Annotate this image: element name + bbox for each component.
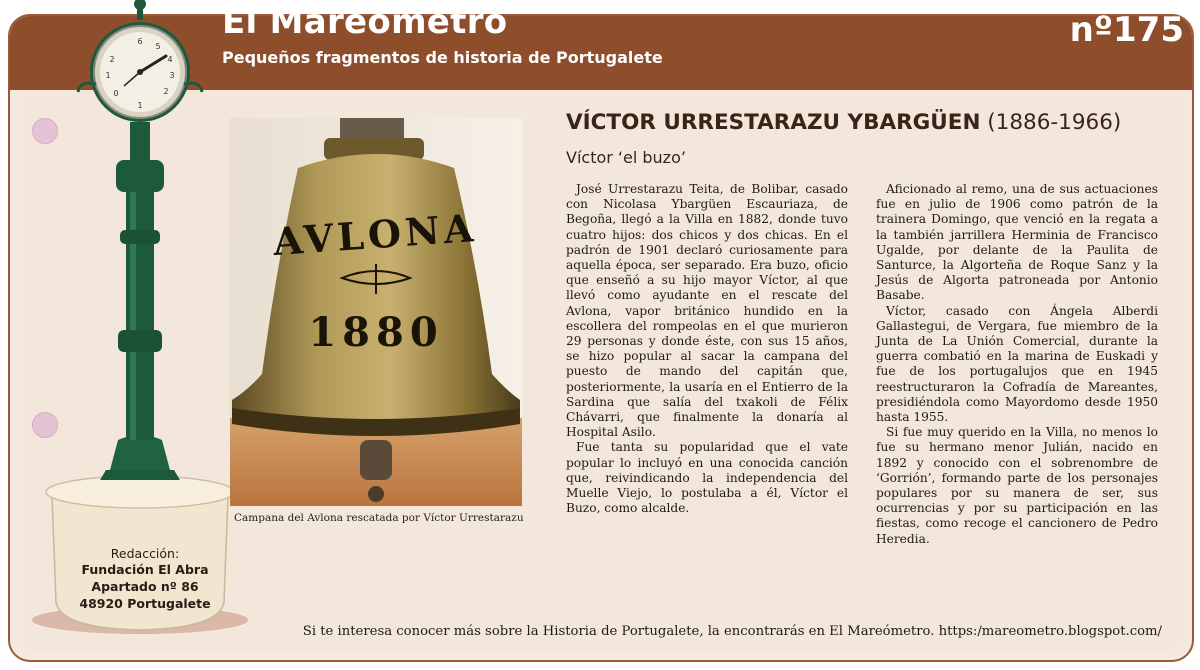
dial-number: 2 — [163, 87, 169, 96]
issue-number: nº175 — [1069, 10, 1184, 50]
article-title-name: VÍCTOR URRESTARAZU YBARGÜEN — [566, 110, 981, 135]
bell-photo — [230, 118, 522, 506]
dial-number: 4 — [167, 55, 173, 64]
dial-number: 2 — [109, 55, 115, 64]
photo-caption: Campana del Avlona rescatada por Víctor Urrestarazu — [234, 512, 524, 524]
article-subtitle: Víctor ‘el buzo’ — [566, 148, 686, 167]
article-column-left — [566, 182, 848, 516]
paragraph: José Urrestarazu Teita, de Bolibar, casado con Nicolasa Ybargüen Escauriaza, de Begoña, llegó a la Villa en 1882, donde tuvo cuatro hijos: dos chicos y dos chicas. En el padrón de 1901 declaró curiosamente para aquella época, ser separado. Era buzo, oficio que enseñó a su hijo mayor Víctor, al que llevó como ayudante en el rescate del Avlona, vapor británico hundido en la escollera del rompeolas en el que murieron 29 personas y donde éste, con sus 15 años, se hizo popular al sacar la campana del puesto de mando del capitán que, posteriormente, la usaría en el Entierro de la Sardina que salía del txakoli de Félix Chávarri, que finalmente la donaría al Hospital Asilo. — [566, 182, 848, 440]
footer-note: Si te interesa conocer más sobre la Historia de Portugalete, la encontrarás en El Mareómetro. https:/mareometro.blogspot.com/ — [302, 624, 1162, 639]
credits-label: Redacción: — [110, 546, 180, 561]
editorial-credits — [60, 546, 230, 612]
paragraph: Si fue muy querido en la Villa, no menos lo fue su hermano menor Julián, nacido en 1892 y conocido con el sobrenombre de ‘Gorrión’, formando parte de los personajes populares por su manera de ser, sus ocurrencias y por su participación en las fiestas, como recoge el cancionero de Pedro Heredia. — [876, 425, 1158, 546]
publication-title: El Mareómetro — [222, 2, 508, 42]
dial-number: 1 — [137, 101, 143, 110]
bell-icon — [230, 118, 522, 506]
article-title-years: (1886-1966) — [987, 110, 1122, 135]
dial-number: 3 — [169, 71, 175, 80]
paragraph: Fue tanta su popularidad que el vate popular lo incluyó en una conocida canción que, reivindicando la independencia del Muelle Viejo, lo postulaba a él, Víctor el Buzo, como alcalde. — [566, 440, 848, 516]
dial-number: 5 — [155, 42, 161, 51]
bell-year: 1880 — [308, 309, 444, 356]
bell-inscription: AVLONA — [271, 204, 479, 265]
article-title — [566, 110, 1186, 135]
dial-number: 0 — [113, 89, 119, 98]
dial-number: 6 — [137, 37, 143, 46]
paragraph: Aficionado al remo, una de sus actuaciones fue en julio de 1906 como patrón de la trainera Domingo, que venció en la regata a la también jarrillera Herminia de Francisco Ugalde, por delante de la Paulita de Santurce, la Algorteña de Roque Sanz y la Jesús de Algorta patroneada por Antonio Basabe. — [876, 182, 1158, 303]
credits-postal-address: 48920 Portugalete — [79, 596, 211, 611]
credits-po-box: Apartado nº 86 — [91, 579, 199, 594]
credits-organization: Fundación El Abra — [81, 562, 209, 577]
publication-subtitle: Pequeños fragmentos de historia de Portugalete — [222, 48, 663, 67]
article-column-right — [876, 182, 1158, 547]
paragraph: Víctor, casado con Ángela Alberdi Gallastegui, de Vergara, fue miembro de la Junta de La Unión Comercial, durante la guerra combatió en la marina de Euskadi y fue de los portugalujos que en 1945 reestructuraron la Cofradía de Mareantes, presidiéndola como Mayordomo desde 1950 hasta 1955. — [876, 303, 1158, 425]
dial-number: 1 — [105, 71, 111, 80]
